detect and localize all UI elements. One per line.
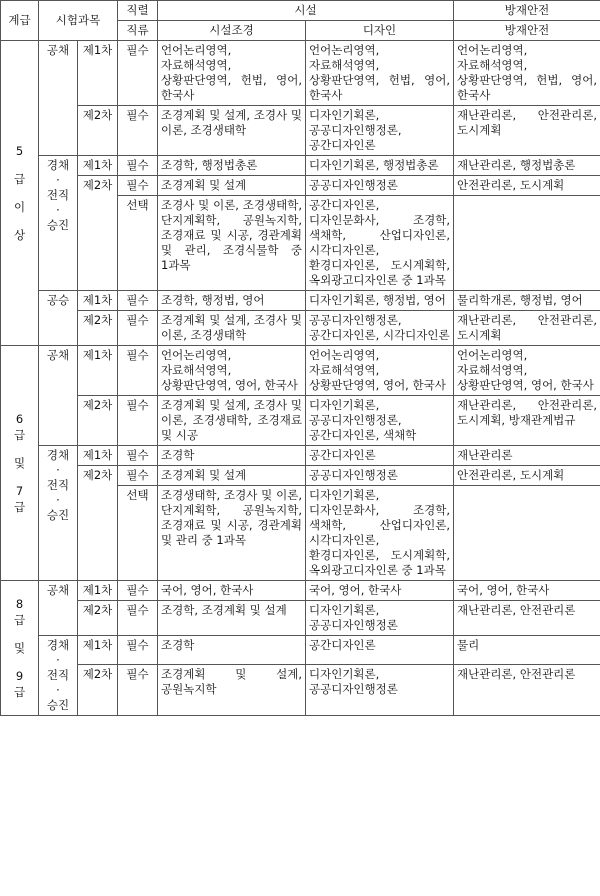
disaster-subjects: 재난관리론, 행정법총론 <box>454 156 600 176</box>
design-subjects: 공간디자인론, 디자인문화사, 조경학, 색채학, 산업디자인론, 시각디자인론, 환경디자인론, 도시계획학, 옥외광고디자인론 중 1과목 <box>306 196 454 291</box>
table-row <box>1 665 600 716</box>
landscape-subjects: 조경학, 조경계획 및 설계 <box>158 601 306 636</box>
kind-label: 필수 <box>118 311 158 346</box>
kind-label: 필수 <box>118 41 158 106</box>
stage-label: 제1차 <box>78 446 118 466</box>
disaster-subjects: 재난관리론, 안전관리론 <box>454 665 600 716</box>
table-row <box>1 636 600 665</box>
landscape-subjects: 조경계획 및 설계, 조경사 및 이론, 조경생태학 <box>158 106 306 156</box>
header-job-series: 직렬 <box>118 1 158 21</box>
table-row <box>1 466 600 486</box>
disaster-subjects <box>454 196 600 291</box>
disaster-subjects: 언어논리영역, 자료해석영역, 상황판단영역, 영어, 한국사 <box>454 346 600 396</box>
kind-label: 선택 <box>118 196 158 291</box>
header-disaster-safety: 방재안전 <box>454 1 600 21</box>
design-subjects: 디자인기획론, 디자인문화사, 조경학, 색채학, 산업디자인론, 시각디자인론, 환경디자인론, 도시계획학, 옥외광고디자인론 중 1과목 <box>306 486 454 581</box>
design-subjects: 언어논리영역, 자료해석영역, 상황판단영역, 영어, 한국사 <box>306 346 454 396</box>
table-row <box>1 346 600 396</box>
stage-label: 제1차 <box>78 41 118 106</box>
disaster-subjects: 재난관리론, 안전관리론 <box>454 601 600 636</box>
header-facilities: 시설 <box>158 1 454 21</box>
method-promotion: 공승 <box>39 291 78 346</box>
disaster-subjects: 재난관리론, 안전관리론, 도시계획 <box>454 311 600 346</box>
landscape-subjects: 조경사 및 이론, 조경생태학, 단지계획학, 공원녹지학, 조경재료 및 시공, 경관계획 및 관리, 조경식물학 중 1과목 <box>158 196 306 291</box>
disaster-subjects: 재난관리론, 안전관리론, 도시계획, 방재관계법규 <box>454 396 600 446</box>
kind-label: 필수 <box>118 346 158 396</box>
design-subjects: 공공디자인행정론, 공간디자인론, 시각디자인론 <box>306 311 454 346</box>
kind-label: 필수 <box>118 636 158 665</box>
design-subjects: 국어, 영어, 한국사 <box>306 581 454 601</box>
method-open: 공채 <box>39 41 78 156</box>
landscape-subjects: 조경계획 및 설계, 조경사 및 이론, 조경생태학, 조경재료 및 시공 <box>158 396 306 446</box>
method-open: 공채 <box>39 346 78 446</box>
design-subjects: 디자인기획론, 공공디자인행정론, 공간디자인론, 색채학 <box>306 396 454 446</box>
landscape-subjects: 조경계획 및 설계 <box>158 466 306 486</box>
disaster-subjects: 안전관리론, 도시계획 <box>454 466 600 486</box>
stage-label: 제1차 <box>78 156 118 176</box>
design-subjects: 디자인기획론, 공공디자인행정론 <box>306 601 454 636</box>
design-subjects: 디자인기획론, 공공디자인행정론, 공간디자인론 <box>306 106 454 156</box>
kind-label: 필수 <box>118 106 158 156</box>
stage-label: 제2차 <box>78 601 118 636</box>
kind-label: 필수 <box>118 176 158 196</box>
design-subjects: 공공디자인행정론 <box>306 466 454 486</box>
stage-label: 제1차 <box>78 581 118 601</box>
landscape-subjects: 언어논리영역, 자료해석영역, 상황판단영역, 헌법, 영어, 한국사 <box>158 41 306 106</box>
table-row <box>1 601 600 636</box>
grade-6-7-label: 6 급 및 7 급 <box>1 346 39 581</box>
disaster-subjects: 재난관리론, 안전관리론, 도시계획 <box>454 106 600 156</box>
grade-5-label: 5 급 이 상 <box>1 41 39 346</box>
header-disaster-safety-sub: 방재안전 <box>454 21 600 41</box>
disaster-subjects: 재난관리론 <box>454 446 600 466</box>
disaster-subjects: 국어, 영어, 한국사 <box>454 581 600 601</box>
header-exam-subjects: 시험과목 <box>39 1 118 41</box>
stage-label: 제2차 <box>78 106 118 156</box>
stage-label: 제2차 <box>78 176 118 291</box>
landscape-subjects: 조경학 <box>158 636 306 665</box>
table-row <box>1 446 600 466</box>
disaster-subjects: 물리 <box>454 636 600 665</box>
landscape-subjects: 조경계획 및 설계, 조경사 및 이론, 조경생태학 <box>158 311 306 346</box>
stage-label: 제2차 <box>78 396 118 446</box>
method-open: 공채 <box>39 581 78 636</box>
design-subjects: 디자인기획론, 공공디자인행정론 <box>306 665 454 716</box>
design-subjects: 공간디자인론 <box>306 446 454 466</box>
table-row <box>1 311 600 346</box>
header-design: 디자인 <box>306 21 454 41</box>
table-row <box>1 396 600 446</box>
method-career: 경채 · 전직 · 승진 <box>39 636 78 716</box>
landscape-subjects: 조경학, 행정법, 영어 <box>158 291 306 311</box>
design-subjects: 공간디자인론 <box>306 636 454 665</box>
stage-label: 제1차 <box>78 636 118 665</box>
kind-label: 선택 <box>118 486 158 581</box>
disaster-subjects: 언어논리영역, 자료해석영역, 상황판단영역, 헌법, 영어, 한국사 <box>454 41 600 106</box>
design-subjects: 언어논리영역, 자료해석영역, 상황판단영역, 헌법, 영어, 한국사 <box>306 41 454 106</box>
landscape-subjects: 조경생태학, 조경사 및 이론, 단지계획학, 공원녹지학, 조경재료 및 시공, 경관계획 및 관리 중 1과목 <box>158 486 306 581</box>
kind-label: 필수 <box>118 466 158 486</box>
header-grade: 계급 <box>1 1 39 41</box>
stage-label: 제2차 <box>78 311 118 346</box>
method-career: 경채 · 전직 · 승진 <box>39 156 78 291</box>
header-row-1 <box>1 1 600 21</box>
landscape-subjects: 조경학 <box>158 446 306 466</box>
kind-label: 필수 <box>118 601 158 636</box>
table-row <box>1 291 600 311</box>
kind-label: 필수 <box>118 156 158 176</box>
table-row <box>1 156 600 176</box>
kind-label: 필수 <box>118 581 158 601</box>
kind-label: 필수 <box>118 665 158 716</box>
landscape-subjects: 조경학, 행정법총론 <box>158 156 306 176</box>
stage-label: 제2차 <box>78 466 118 581</box>
disaster-subjects: 물리학개론, 행정법, 영어 <box>454 291 600 311</box>
landscape-subjects: 조경계획 및 설계 <box>158 176 306 196</box>
kind-label: 필수 <box>118 446 158 466</box>
kind-label: 필수 <box>118 291 158 311</box>
landscape-subjects: 조경계획 및 설계, 공원녹지학 <box>158 665 306 716</box>
kind-label: 필수 <box>118 396 158 446</box>
table-row <box>1 41 600 106</box>
landscape-subjects: 국어, 영어, 한국사 <box>158 581 306 601</box>
table-row <box>1 176 600 196</box>
landscape-subjects: 언어논리영역, 자료해석영역, 상황판단영역, 영어, 한국사 <box>158 346 306 396</box>
disaster-subjects: 안전관리론, 도시계획 <box>454 176 600 196</box>
disaster-subjects <box>454 486 600 581</box>
design-subjects: 공공디자인행정론 <box>306 176 454 196</box>
table-row <box>1 581 600 601</box>
header-landscaping: 시설조경 <box>158 21 306 41</box>
stage-label: 제1차 <box>78 346 118 396</box>
header-job-category: 직류 <box>118 21 158 41</box>
table-row <box>1 106 600 156</box>
stage-label: 제1차 <box>78 291 118 311</box>
design-subjects: 디자인기획론, 행정법, 영어 <box>306 291 454 311</box>
method-career: 경채 · 전직 · 승진 <box>39 446 78 581</box>
stage-label: 제2차 <box>78 665 118 716</box>
design-subjects: 디자인기획론, 행정법총론 <box>306 156 454 176</box>
grade-8-9-label: 8 급 및 9 급 <box>1 581 39 716</box>
